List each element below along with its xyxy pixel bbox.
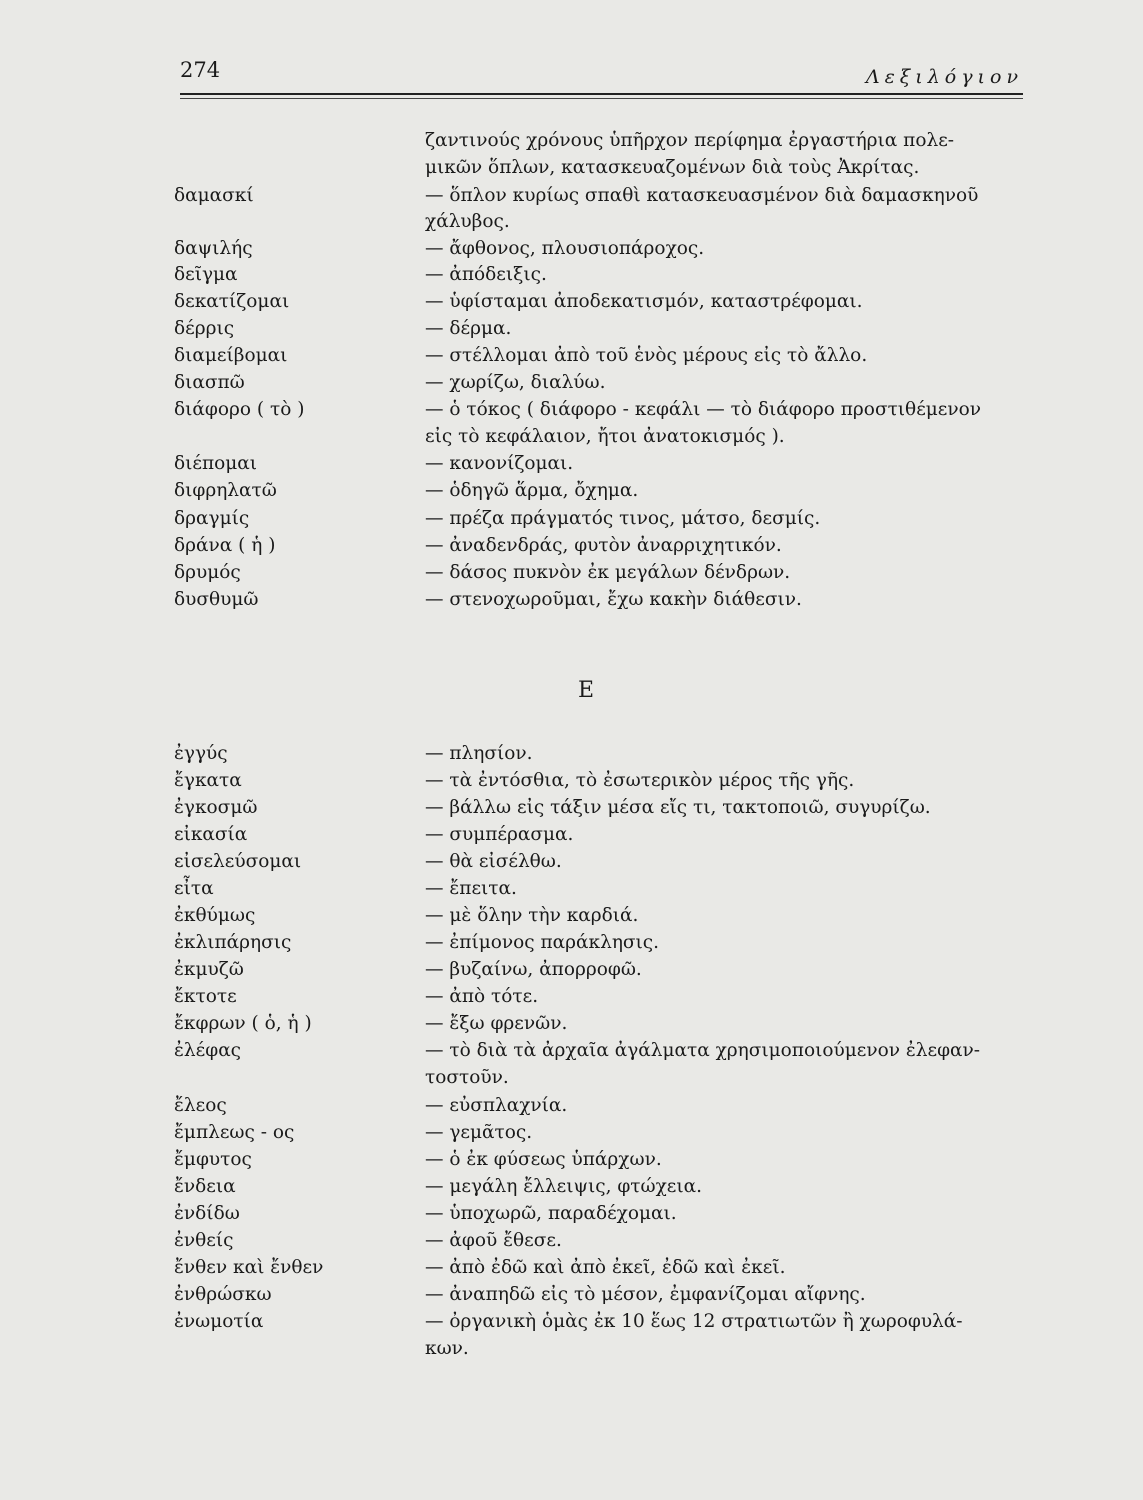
glossary-row xyxy=(0,770,1143,796)
definition: — ἀφοῦ ἔθεσε. xyxy=(425,1230,562,1251)
definition: — στενοχωροῦμαι, ἔχω κακὴν διάθεσιν. xyxy=(425,589,802,610)
definition: — ἐπίμονος παράκλησις. xyxy=(425,932,660,953)
glossary-row xyxy=(0,372,1143,398)
glossary-row xyxy=(0,905,1143,931)
headword: ἔκφρων ( ὁ, ἡ ) xyxy=(174,1013,312,1034)
glossary-row xyxy=(0,1176,1143,1202)
glossary-row xyxy=(0,399,1143,425)
definition: τοστοῦν. xyxy=(425,1067,509,1088)
glossary-row xyxy=(0,157,1143,183)
headword: διαμείβομαι xyxy=(174,345,288,366)
glossary-row xyxy=(0,562,1143,588)
glossary-row xyxy=(0,589,1143,615)
definition: — ὀργανικὴ ὁμὰς ἐκ 10 ἕως 12 στρατιωτῶν ἢ χωροφυλά- xyxy=(425,1311,963,1332)
definition: μικῶν ὅπλων, κατασκευαζομένων διὰ τοὺς Ἀκρίτας. xyxy=(425,157,920,178)
definition: ζαντινούς χρόνους ὑπῆρχον περίφημα ἐργαστήρια πολε- xyxy=(425,130,955,151)
headword: δαμασκί xyxy=(174,185,254,206)
glossary-row xyxy=(0,264,1143,290)
glossary-row xyxy=(0,453,1143,479)
glossary-row xyxy=(0,535,1143,561)
glossary-row xyxy=(0,1257,1143,1283)
headword: ἔνθεν καὶ ἔνθεν xyxy=(174,1257,324,1278)
glossary-row xyxy=(0,986,1143,1012)
definition: κων. xyxy=(425,1338,469,1359)
section-letter: Ε xyxy=(578,678,595,703)
headword: εἰκασία xyxy=(174,824,248,845)
definition: — μεγάλη ἔλλειψις, φτώχεια. xyxy=(425,1176,703,1197)
headword: ἐκλιπάρησις xyxy=(174,932,292,953)
glossary-row xyxy=(0,743,1143,769)
headword: ἐγκοσμῶ xyxy=(174,797,258,818)
headword: ἔνδεια xyxy=(174,1176,236,1197)
headword: ἔμφυτος xyxy=(174,1149,252,1170)
glossary-row xyxy=(0,130,1143,156)
definition: — ὁδηγῶ ἅρμα, ὄχημα. xyxy=(425,480,639,501)
glossary-row xyxy=(0,1338,1143,1364)
glossary-row xyxy=(0,480,1143,506)
glossary-row xyxy=(0,1095,1143,1121)
headword: ἔμπλεως - ος xyxy=(174,1122,295,1143)
glossary-row xyxy=(0,959,1143,985)
glossary-row xyxy=(0,824,1143,850)
headword: ἐγγύς xyxy=(174,743,228,764)
definition: — θὰ εἰσέλθω. xyxy=(425,851,562,872)
definition: — βυζαίνω, ἀπορροφῶ. xyxy=(425,959,642,980)
headword: διέπομαι xyxy=(174,453,258,474)
glossary-row xyxy=(0,797,1143,823)
glossary-row xyxy=(0,345,1143,371)
headword: δεῖγμα xyxy=(174,264,238,285)
glossary-row xyxy=(0,878,1143,904)
definition: — γεμᾶτος. xyxy=(425,1122,533,1143)
definition: — ὅπλον κυρίως σπαθὶ κατασκευασμένον διὰ δαμασκηνοῦ xyxy=(425,185,979,206)
glossary-row xyxy=(0,851,1143,877)
headword: διάφορο ( τὸ ) xyxy=(174,399,305,420)
definition: — ὑφίσταμαι ἀποδεκατισμόν, καταστρέφομαι. xyxy=(425,291,863,312)
definition: — δέρμα. xyxy=(425,318,512,339)
definition: — ἀπόδειξις. xyxy=(425,264,547,285)
definition: — ἀναπηδῶ εἰς τὸ μέσον, ἐμφανίζομαι αἴφνης. xyxy=(425,1284,866,1305)
definition: — μὲ ὅλην τὴν καρδιά. xyxy=(425,905,639,926)
definition: — πλησίον. xyxy=(425,743,533,764)
headword: διφρηλατῶ xyxy=(174,480,277,501)
definition: — ὁ τόκος ( διάφορο - κεφάλι — τὸ διάφορο προστιθέμενον xyxy=(425,399,982,420)
glossary-row xyxy=(0,1040,1143,1066)
definition: — τὸ διὰ τὰ ἀρχαῖα ἀγάλματα χρησιμοποιούμενον ἐλεφαν- xyxy=(425,1040,981,1061)
definition: — ἔπειτα. xyxy=(425,878,517,899)
headword: δαψιλής xyxy=(174,238,253,259)
glossary-row xyxy=(0,318,1143,344)
glossary-row xyxy=(0,932,1143,958)
definition: — συμπέρασμα. xyxy=(425,824,574,845)
definition: — χωρίζω, διαλύω. xyxy=(425,372,606,393)
definition: — στέλλομαι ἀπὸ τοῦ ἑνὸς μέρους εἰς τὸ ἄλλο. xyxy=(425,345,868,366)
headword: δέρρις xyxy=(174,318,235,339)
definition: εἰς τὸ κεφάλαιον, ἤτοι ἀνατοκισμός ). xyxy=(425,426,785,447)
glossary-row xyxy=(0,1311,1143,1337)
definition: — ἀπὸ τότε. xyxy=(425,986,539,1007)
headword: διασπῶ xyxy=(174,372,245,393)
headword: εἶτα xyxy=(174,878,214,899)
headword: ἔγκατα xyxy=(174,770,242,791)
definition: — κανονίζομαι. xyxy=(425,453,574,474)
headword: ἐκθύμως xyxy=(174,905,256,926)
definition: — ὁ ἐκ φύσεως ὑπάρχων. xyxy=(425,1149,662,1170)
headword: ἐνδίδω xyxy=(174,1203,240,1224)
definition: — εὐσπλαχνία. xyxy=(425,1095,568,1116)
running-head: Λεξιλόγιον xyxy=(865,66,1023,88)
glossary-row xyxy=(0,426,1143,452)
glossary-row xyxy=(0,1067,1143,1093)
definition: — ἀναδενδράς, φυτὸν ἀναρριχητικόν. xyxy=(425,535,782,556)
headword: ἐνωμοτία xyxy=(174,1311,264,1332)
headword: ἐνθείς xyxy=(174,1230,234,1251)
headword: ἐκμυζῶ xyxy=(174,959,244,980)
headword: δυσθυμῶ xyxy=(174,589,259,610)
glossary-row xyxy=(0,1149,1143,1175)
definition: — ἀπὸ ἐδῶ καὶ ἀπὸ ἐκεῖ, ἐδῶ καὶ ἐκεῖ. xyxy=(425,1257,786,1278)
definition: — ἔξω φρενῶν. xyxy=(425,1013,568,1034)
definition: — βάλλω εἰς τάξιν μέσα εἴς τι, τακτοποιῶ, συγυρίζω. xyxy=(425,797,931,818)
headword: δεκατίζομαι xyxy=(174,291,290,312)
glossary-row xyxy=(0,1230,1143,1256)
headword: δραγμίς xyxy=(174,508,250,529)
page-number: 274 xyxy=(180,58,221,82)
headword: ἐλέφας xyxy=(174,1040,242,1061)
glossary-row xyxy=(0,1013,1143,1039)
glossary-row xyxy=(0,1284,1143,1310)
headword: δρυμός xyxy=(174,562,241,583)
headword: δράνα ( ἡ ) xyxy=(174,535,276,556)
definition: — δάσος πυκνὸν ἐκ μεγάλων δένδρων. xyxy=(425,562,791,583)
glossary-row xyxy=(0,1203,1143,1229)
headword: ἔλεος xyxy=(174,1095,227,1116)
glossary-row xyxy=(0,508,1143,534)
definition: — ἄφθονος, πλουσιοπάροχος. xyxy=(425,238,705,259)
glossary-row xyxy=(0,291,1143,317)
headword: ἔκτοτε xyxy=(174,986,237,1007)
glossary-row xyxy=(0,1122,1143,1148)
glossary-row xyxy=(0,185,1143,211)
definition: — πρέζα πράγματός τινος, μάτσο, δεσμίς. xyxy=(425,508,821,529)
glossary-row xyxy=(0,238,1143,264)
definition: — ὑποχωρῶ, παραδέχομαι. xyxy=(425,1203,677,1224)
headword: εἰσελεύσομαι xyxy=(174,851,302,872)
definition: χάλυβος. xyxy=(425,211,510,232)
glossary-row xyxy=(0,211,1143,237)
headword: ἐνθρώσκω xyxy=(174,1284,272,1305)
definition: — τὰ ἐντόσθια, τὸ ἐσωτερικὸν μέρος τῆς γῆς. xyxy=(425,770,855,791)
